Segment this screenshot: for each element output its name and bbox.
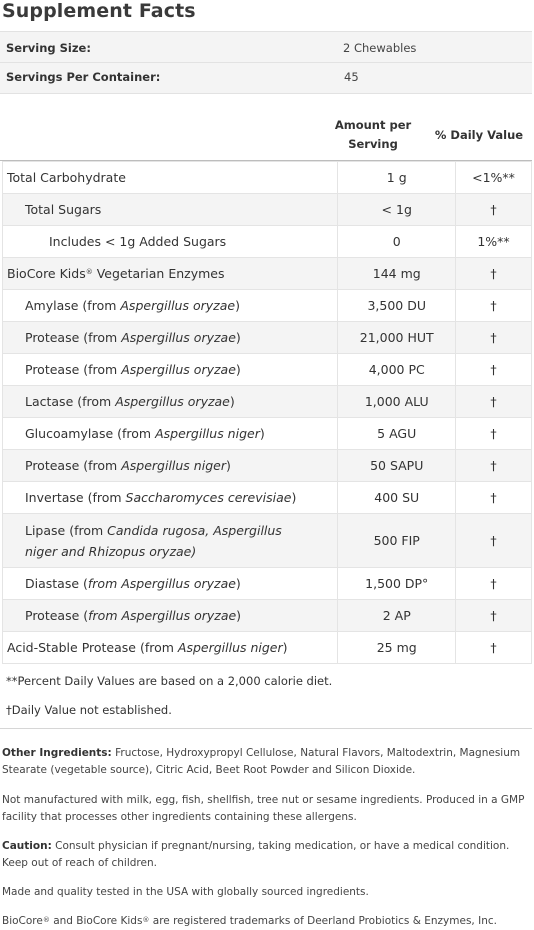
daily-value-cell: 1%**	[456, 226, 532, 258]
nutrient-source: Aspergillus niger	[177, 640, 283, 655]
nutrient-source: Saccharomyces cerevisiae	[125, 490, 292, 505]
daily-value-cell: †	[456, 290, 532, 322]
nutrient-label: Includes < 1g Added Sugars	[49, 234, 227, 249]
nutrient-label: Protease (	[25, 608, 89, 623]
daily-value-cell: †	[456, 632, 532, 664]
nutrient-label: Invertase (from	[25, 490, 126, 505]
daily-value-header: % Daily Value	[434, 128, 524, 142]
amount-cell: 500 FIP	[338, 514, 456, 568]
facts-row	[3, 450, 532, 482]
nutrient-name	[3, 632, 338, 664]
nutrient-source: Aspergillus oryzae	[120, 298, 236, 313]
amount-cell: < 1g	[338, 194, 456, 226]
nutrient-label-end: )	[225, 458, 231, 473]
amount-cell: 2 AP	[338, 600, 456, 632]
facts-row	[3, 258, 532, 290]
facts-row	[3, 514, 532, 568]
nutrient-label-end: )	[235, 330, 241, 345]
nutrient-label: BioCore Kids	[7, 266, 86, 281]
nutrient-name	[3, 290, 338, 322]
servings-per-container-label: Servings Per Container:	[6, 70, 161, 84]
nutrient-source: Aspergillus niger	[121, 458, 226, 473]
nutrient-label: Amylase (from	[25, 298, 121, 313]
servings-per-container-row	[0, 63, 532, 93]
nutrient-label: Total Carbohydrate	[7, 170, 126, 185]
nutrient-label-end: )	[235, 576, 241, 591]
facts-row	[3, 194, 532, 226]
divider	[0, 93, 532, 94]
facts-row	[3, 162, 532, 194]
percent-dv-footnote: **Percent Daily Values are based on a 2,000 calorie diet.	[6, 674, 333, 688]
nutrient-source: from Aspergillus oryzae	[88, 608, 237, 623]
made-in-statement: Made and quality tested in the USA with globally sourced ingredients.	[2, 886, 369, 898]
serving-size-label: Serving Size:	[6, 41, 91, 55]
serving-size-row	[0, 32, 532, 64]
nutrient-source: Aspergillus niger	[155, 426, 260, 441]
daily-value-cell: †	[456, 418, 532, 450]
nutrient-name	[3, 514, 338, 568]
other-ingredients-label: Other Ingredients:	[2, 747, 112, 759]
nutrient-name	[3, 322, 338, 354]
nutrient-name	[3, 450, 338, 482]
nutrient-name	[3, 354, 338, 386]
nutrient-label-end: )	[291, 490, 297, 505]
nutrient-source: Candida rugosa, Aspergillus	[107, 522, 282, 538]
daily-value-cell: †	[456, 322, 532, 354]
nutrient-label-end: Vegetarian Enzymes	[92, 266, 225, 281]
nutrient-label: Glucoamylase (from	[25, 426, 156, 441]
facts-row	[3, 418, 532, 450]
trademark-statement: BioCore® and BioCore Kids® are registered trademarks of Deerland Probiotics & Enzymes, Inc.	[2, 915, 497, 927]
facts-row	[3, 568, 532, 600]
amount-cell: 0	[338, 226, 456, 258]
caution-statement	[2, 838, 530, 872]
nutrient-label: Diastase (	[25, 576, 88, 591]
nutrient-label: Protease (from	[25, 458, 122, 473]
nutrient-label: Lipase (from	[25, 522, 108, 538]
amount-cell: 25 mg	[338, 632, 456, 664]
amount-cell: 400 SU	[338, 482, 456, 514]
caution-label: Caution:	[2, 840, 52, 852]
facts-row	[3, 600, 532, 632]
daily-value-cell: †	[456, 258, 532, 290]
nutrient-name	[3, 258, 338, 290]
dv-not-established-footnote: †Daily Value not established.	[6, 703, 172, 717]
facts-row	[3, 354, 532, 386]
nutrient-label-end: )	[235, 362, 241, 377]
daily-value-cell: †	[456, 568, 532, 600]
daily-value-cell: †	[456, 514, 532, 568]
amount-cell: 1,500 DP°	[338, 568, 456, 600]
nutrient-name	[3, 568, 338, 600]
nutrient-name	[3, 482, 338, 514]
amount-cell: 3,500 DU	[338, 290, 456, 322]
nutrient-source: Aspergillus oryzae	[121, 362, 236, 377]
other-ingredients-text: Fructose, Hydroxypropyl Cellulose, Natural Flavors, Maltodextrin, Magnesium Stearate (vegetable source), Citric Acid, Beet Root Powder and Silicon Dioxide.	[2, 747, 521, 776]
registered-mark: ®	[85, 268, 93, 276]
allergen-statement: Not manufactured with milk, egg, fish, shellfish, tree nut or sesame ingredients. Produced in a GMP facility that processes other ingredients containing these allergens.	[2, 794, 525, 823]
amount-cell: 4,000 PC	[338, 354, 456, 386]
panel-title: Supplement Facts	[2, 0, 196, 22]
nutrient-label: Protease (from	[25, 362, 122, 377]
daily-value-cell: †	[456, 194, 532, 226]
facts-table	[2, 161, 532, 664]
nutrient-source: from Aspergillus oryzae	[87, 576, 236, 591]
nutrient-name	[3, 600, 338, 632]
amount-cell: 21,000 HUT	[338, 322, 456, 354]
nutrient-label-end: )	[235, 298, 240, 313]
nutrient-name	[3, 418, 338, 450]
facts-row	[3, 386, 532, 418]
nutrient-name	[3, 386, 338, 418]
nutrient-label: Lactase (from	[25, 394, 116, 409]
daily-value-cell: †	[456, 386, 532, 418]
divider	[0, 728, 532, 729]
amount-cell: 144 mg	[338, 258, 456, 290]
other-ingredients	[2, 745, 530, 779]
nutrient-label: Total Sugars	[25, 202, 102, 217]
facts-row	[3, 322, 532, 354]
daily-value-cell: †	[456, 482, 532, 514]
nutrient-name	[3, 226, 338, 258]
nutrient-label-end: )	[229, 394, 235, 409]
amount-cell: 5 AGU	[338, 418, 456, 450]
nutrient-label-end: )	[282, 640, 288, 655]
daily-value-cell: †	[456, 600, 532, 632]
nutrient-label: Acid-Stable Protease (from	[7, 640, 178, 655]
serving-size-value: 2 Chewables	[343, 41, 417, 55]
facts-row	[3, 290, 532, 322]
nutrient-source-cont: niger and Rhizopus oryzae)	[25, 543, 197, 559]
amount-cell: 50 SAPU	[338, 450, 456, 482]
amount-per-serving-header: Amount per Serving	[334, 118, 412, 151]
nutrient-name	[3, 162, 338, 194]
servings-per-container-value: 45	[344, 70, 359, 84]
nutrient-source: Aspergillus oryzae	[121, 330, 236, 345]
nutrient-source: Aspergillus oryzae	[115, 394, 230, 409]
facts-row	[3, 226, 532, 258]
amount-cell: 1,000 ALU	[338, 386, 456, 418]
facts-row	[3, 482, 532, 514]
amount-cell: 1 g	[338, 162, 456, 194]
nutrient-label: Protease (from	[25, 330, 122, 345]
daily-value-cell: †	[456, 450, 532, 482]
daily-value-cell: †	[456, 354, 532, 386]
nutrient-label-end: )	[236, 608, 242, 623]
nutrient-name	[3, 194, 338, 226]
daily-value-cell: <1%**	[456, 162, 532, 194]
facts-row	[3, 632, 532, 664]
caution-text: Consult physician if pregnant/nursing, taking medication, or have a medical condition. Keep out of reach of children.	[2, 840, 510, 869]
nutrient-label-end: )	[259, 426, 265, 441]
